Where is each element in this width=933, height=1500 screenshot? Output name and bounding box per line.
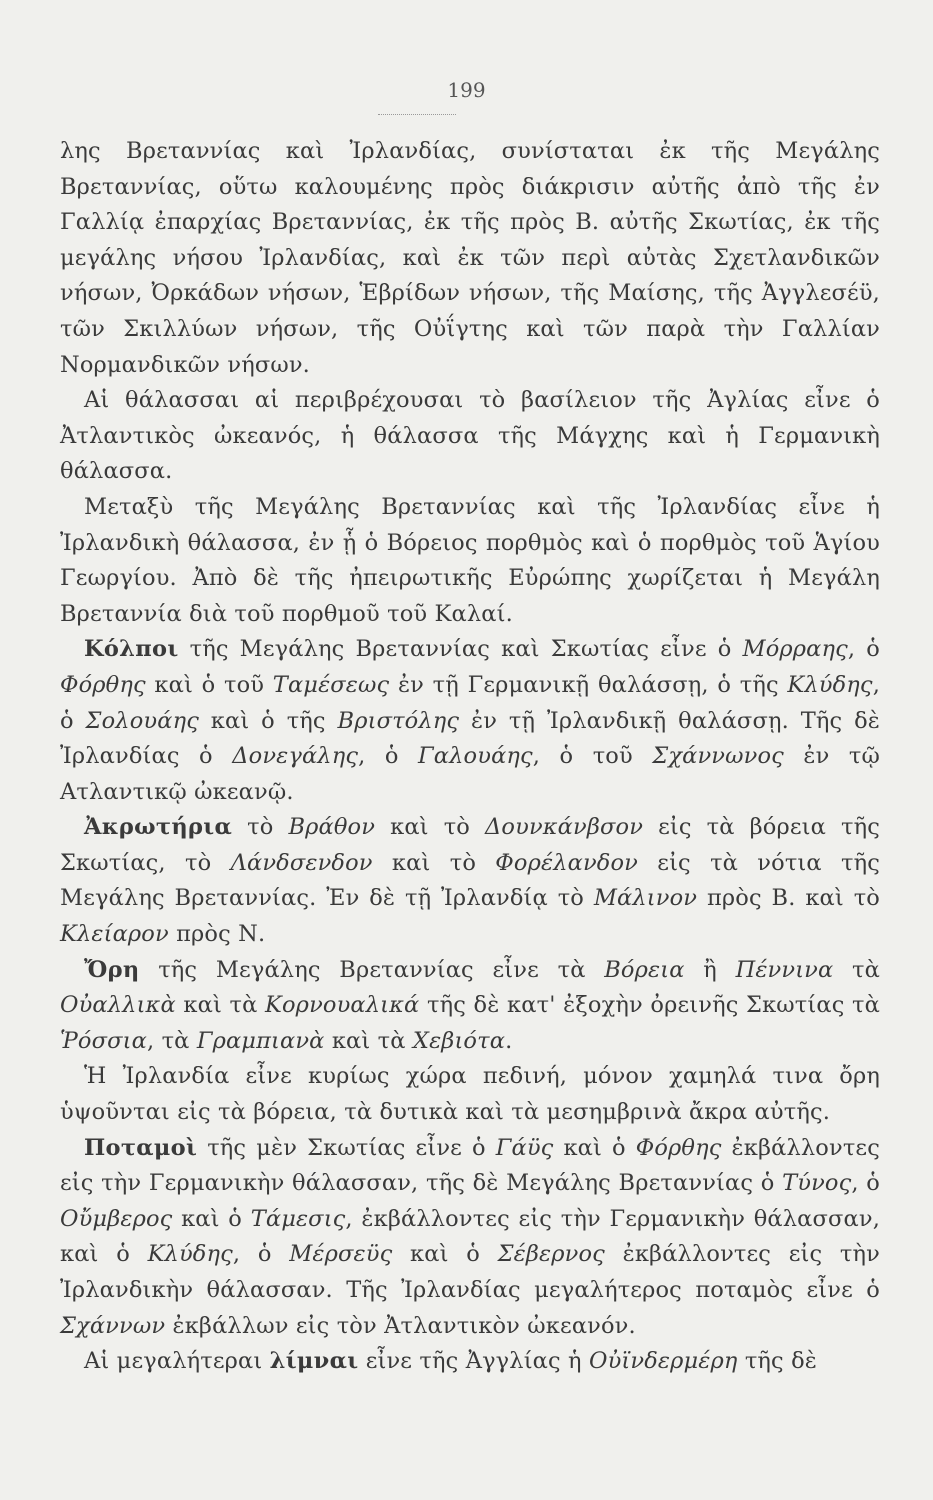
text-run: ἐκβάλλων εἰς τὸν Ἀτλαντικὸν ὠκεανόν. [165,1312,636,1339]
place-name: Δονεγάλης [232,743,359,770]
heading-capes: Ἀκρωτήρια [84,814,233,841]
place-name: Σολουάης [85,707,199,734]
place-name: Κλύδης [787,671,873,698]
place-name: Κλύδης [147,1241,233,1268]
text-run: ἐκβάλλοντες εἰς τὴν Γερμανικὴν θάλασσαν, τῆς δὲ Μεγάλης Βρεταννίας ὁ [60,1134,880,1197]
place-name: Μέρσεϋς [289,1241,393,1268]
place-name: Λάνδσενδον [230,849,373,876]
place-name: Δουνκάνβσον [485,814,644,841]
text-run: εἶνε τῆς Ἀγγλίας ἡ [358,1348,589,1375]
place-name: Μόρραης [742,636,848,663]
paragraph-capes [60,810,880,952]
paragraph-seas: Αἱ θάλασσαι αἱ περιβρέχουσαι τὸ βασίλειον τῆς Ἀγλίας εἶνε ὁ Ἀτλαντικὸς ὠκεανός, ἡ θάλασσα τῆς Μάγχης καὶ ἡ Γερμανικὴ θάλασσα. [60,387,880,485]
text-run: ἐκβάλλοντες εἰς τὴν Ἰρλανδικὴν θάλασσαν. Τῆς Ἰρλανδίας μεγαλήτερος ποταμὸς εἶνε ὁ [60,1241,880,1303]
place-name: Γαλουάης [418,743,533,770]
text-run: τὰ [833,956,880,983]
place-name: Βόρεια [604,956,685,983]
text-run: καὶ ὁ [553,1134,636,1161]
place-name: Τάμεσις [250,1205,346,1232]
paragraph-straits: Μεταξὺ τῆς Μεγάλης Βρεταννίας καὶ τῆς Ἰρλανδίας εἶνε ἡ Ἰρλανδικὴ θάλασσα, ἐν ᾗ ὁ Βόρειος πορθμὸς καὶ ὁ πορθμὸς τοῦ Ἁγίου Γεωργίου. Ἀπὸ δὲ τῆς ἠπειρωτικῆς Εὐρώπης χωρίζεται ἡ Μεγάλη Βρεταννία διὰ τοῦ πορθμοῦ τοῦ Καλαί. [60,493,880,627]
text-run: ἐν τῷ Ατλαντικῷ ὠκεανῷ. [60,743,880,805]
place-name: Τύνος [782,1170,852,1197]
body-text [60,134,880,1380]
text-run: καὶ ὁ τῆς [198,707,338,734]
place-name: Ῥόσσια [60,1027,147,1054]
text-run: εἰς τὰ βόρεια τῆς Σκωτίας, τὸ [60,814,881,876]
place-name: Βριστόλης [337,707,460,734]
text-run: καὶ τὸ [372,849,496,876]
place-name: Γάϋς [495,1134,554,1161]
paragraph-lakes [60,1344,880,1380]
text-run: τῆς δὲ [737,1348,818,1375]
paragraph-ireland-relief: Ἡ Ἰρλανδία εἶνε κυρίως χώρα πεδινή, μόνον χαμηλά τινα ὄρη ὑψοῦνται εἰς τὰ βόρεια, τὰ δυτικὰ καὶ τὰ μεσημβρινὰ ἄκρα αὐτῆς. [60,1063,880,1126]
place-name: Οὐϊνδερμέρη [589,1348,738,1375]
text-run: . [505,1027,513,1054]
text-run: καὶ τὸ [375,814,486,841]
text-run: , ὁ [851,1170,880,1197]
text-run: καὶ τὰ [324,1027,413,1054]
place-name: Οὔμβερος [60,1205,173,1232]
text-run: Αἱ μεγαλήτεραι [84,1348,270,1375]
text-run: καὶ τὰ [175,992,266,1019]
place-name: Φόρθης [60,671,146,698]
place-name: Γραμπιανὰ [196,1027,325,1054]
paragraph-mountains [60,953,880,1060]
text-run: τῆς Μεγάλης Βρεταννίας καὶ Σκωτίας εἶνε ὁ [178,636,743,663]
place-name: Κορνουαλικά [265,992,420,1019]
place-name: Φόρθης [635,1134,722,1161]
place-name: Βράθον [288,814,376,841]
text-run: , ὁ [847,636,880,663]
place-name: Κλείαρον [60,921,169,948]
text-run: , ὁ [358,743,419,770]
heading-lakes: λίμναι [269,1348,359,1375]
heading-rivers: Ποταμοὶ [84,1134,198,1161]
paragraph-gulfs [60,632,880,810]
text-run: καὶ ὁ τοῦ [145,671,273,698]
text-run: , ὁ τοῦ [532,743,653,770]
text-run: ἐν τῇ Γερμανικῇ θαλάσσῃ, ὁ τῆς [389,671,788,698]
paragraph-rivers [60,1131,880,1345]
text-run: ἢ [684,956,736,983]
paragraph-intro: λης Βρεταννίας καὶ Ἰρλανδίας, συνίσταται ἐκ τῆς Μεγάλης Βρεταννίας, οὕτω καλουμένης πρὸς διάκρισιν αὐτῆς ἀπὸ τῆς ἐν Γαλλίᾳ ἐπαρχίας Βρεταννίας, ἐκ τῆς πρὸς Β. αὐτῆς Σκωτίας, ἐκ τῆς μεγάλης νήσου Ἰρλανδίας, καὶ ἐκ τῶν περὶ αὐτὰς Σχετλανδικῶν νήσων, Ὀρκάδων νήσων, Ἑβρίδων νήσων, τῆς Μαίσης, τῆς Ἀγγλεσέϋ, τῶν Σκιλλύων νήσων, τῆς Οὐΐγτης καὶ τῶν παρὰ τὴν Γαλλίαν Νορμανδικῶν νήσων. [60,138,880,378]
text-run: , ὁ [60,671,880,734]
heading-gulfs: Κόλποι [84,636,179,663]
text-run: , ὁ [232,1241,290,1268]
heading-mountains: Ὄρη [84,956,140,983]
text-run: καὶ ὁ [172,1205,251,1232]
text-run: καὶ ὁ [392,1241,498,1268]
text-run: πρὸς Β. καὶ τὸ [697,885,880,912]
page-number-rule [378,114,456,115]
place-name: Πέννινα [735,956,834,983]
place-name: Φορέλανδον [495,849,638,876]
text-run: πρὸς Ν. [168,921,266,948]
text-run: , ἐκβάλλοντες εἰς τὴν Γερμανικὴν θάλασσαν, καὶ ὁ [60,1205,880,1268]
place-name: Σχάννωνος [652,743,784,770]
text-run: ἐν τῇ Ἰρλανδικῇ θαλάσσῃ. Τῆς δὲ Ἰρλανδίας ὁ [60,707,881,770]
place-name: Οὐαλλικὰ [60,992,176,1019]
text-run: εἰς τὰ νότια τῆς Μεγάλης Βρεταννίας. Ἐν δὲ τῇ Ἰρλανδίᾳ τὸ [60,849,880,912]
place-name: Σέβερνος [497,1241,605,1268]
text-run: τῆς Μεγάλης Βρεταννίας εἶνε τὰ [139,956,605,983]
text-run: τῆς μὲν Σκωτίας εἶνε ὁ [197,1134,496,1161]
place-name: Ταμέσεως [272,671,390,698]
text-run: τῆς δὲ κατ' ἐξοχὴν ὀρεινῆς Σκωτίας τὰ [419,992,880,1019]
text-run: τὸ [232,814,289,841]
text-run: , τὰ [146,1027,197,1054]
page-number: 199 [447,78,486,102]
place-name: Σχάννων [60,1312,166,1339]
place-name: Μάλινον [593,885,698,912]
place-name: Χεβιότα [412,1027,506,1054]
